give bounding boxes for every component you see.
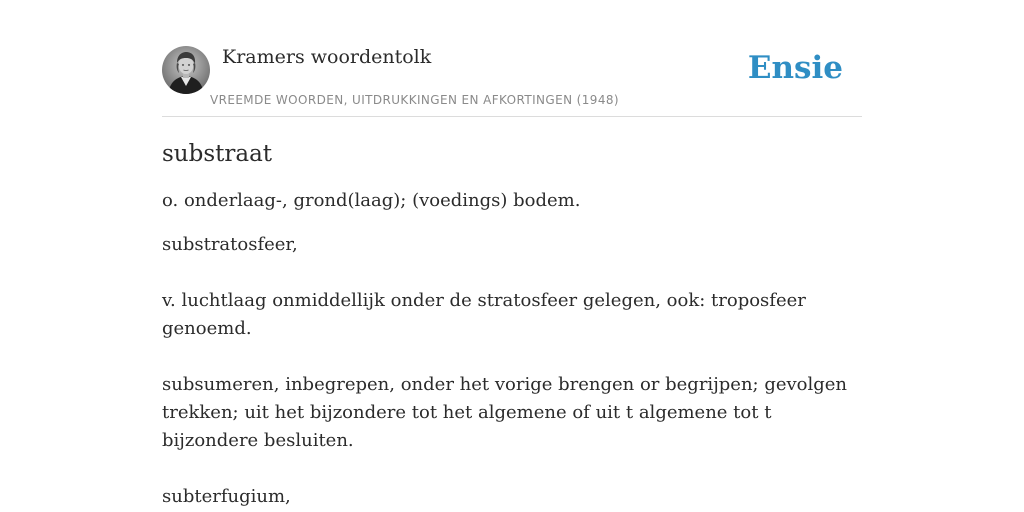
entry-body <box>162 231 862 511</box>
body-paragraph: v. luchtlaag onmiddellijk onder de stratosfeer gelegen, ook: troposfeer genoemd. <box>162 290 806 339</box>
body-paragraph: substratosfeer, <box>162 234 298 255</box>
page-header <box>162 40 862 117</box>
entry-headword: substraat <box>162 141 273 167</box>
book-subtitle: VREEMDE WOORDEN, UITDRUKKINGEN EN AFKORTINGEN (1948) <box>210 93 619 107</box>
portrait-image <box>162 46 210 94</box>
book-title: Kramers woordentolk <box>222 46 432 68</box>
body-paragraph: subterfugium, <box>162 486 291 507</box>
author-portrait-avatar <box>162 46 210 94</box>
ensie-logo-link[interactable]: Ensie <box>747 50 843 86</box>
body-paragraph: subsumeren, inbegrepen, onder het vorige brengen or begrijpen; gevolgen trekken; uit het bijzondere tot het algemene of uit t algemene tot t bijzondere besluiten. <box>162 374 848 451</box>
entry-definition: o. onderlaag-, grond(laag); (voedings) bodem. <box>162 190 581 211</box>
dictionary-entry <box>162 138 862 511</box>
